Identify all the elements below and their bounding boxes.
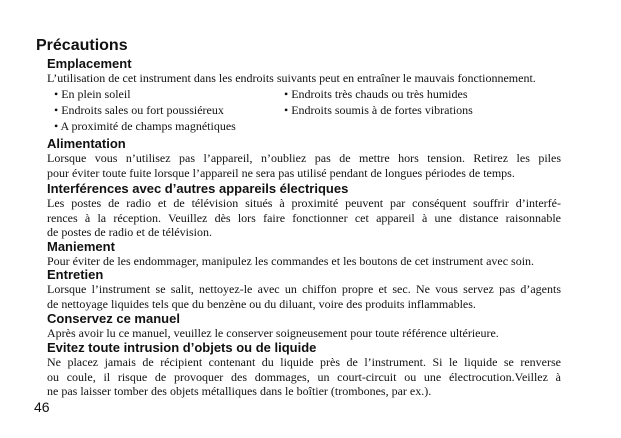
bullet-item: • Endroits sales ou fort poussiéreux [54, 103, 224, 117]
paragraph-line: de postes de radio et de télévision. [47, 225, 212, 240]
bullet-item: • A proximité de champs magnétiques [54, 119, 236, 133]
bullet-item: • Endroits soumis à de fortes vibrations [284, 103, 473, 117]
heading-conservez: Conservez ce manuel [47, 311, 180, 326]
paragraph-line: ne pas laisser tomber des objets métalliques dans le boîtier (trombones, par ex.). [47, 384, 432, 399]
heading-interferences: Interférences avec d’autres appareils électriques [47, 181, 349, 196]
paragraph-line: rences à la réception. Veuillez dès lors faire fonctionner cet appareil à une distance raisonnable [47, 210, 561, 225]
heading-entretien: Entretien [47, 267, 104, 282]
heading-intrusion: Evitez toute intrusion d’objets ou de liquide [47, 340, 317, 355]
heading-maniement: Maniement [47, 239, 115, 254]
paragraph-line: Lorsque vous n’utilisez pas l’appareil, n’oubliez pas de mettre hors tension. Retirez les piles [47, 151, 561, 165]
paragraph-entretien [47, 282, 561, 311]
paragraph-line: de nettoyage liquides tels que du benzène ou du diluant, voire des produits inflammables. [47, 296, 476, 311]
paragraph-line: Ne placez jamais de récipient contenant du liquide près de l’instrument. Si le liquide se renverse [47, 355, 561, 369]
page-title: Précautions [36, 37, 128, 54]
paragraph-conservez [47, 326, 561, 341]
paragraph-line: Les postes de radio et de télévision situés à proximité peuvent par conséquent souffrir d’interfé- [47, 196, 561, 210]
heading-alimentation: Alimentation [47, 136, 126, 151]
paragraph-interferences [47, 196, 561, 240]
paragraph-line: Lorsque l’instrument se salit, nettoyez-le avec un chiffon propre et sec. Ne vous servez pas d’agents [47, 282, 561, 296]
paragraph-line: pour éviter toute fuite lorsque l’appareil ne sera pas utilisé pendant de longues périodes de temps. [47, 165, 515, 180]
paragraph-maniement [47, 254, 561, 269]
page-number: 46 [34, 399, 50, 415]
heading-emplacement: Emplacement [47, 56, 132, 71]
paragraph-line: Après avoir lu ce manuel, veuillez le conserver soigneusement pour toute référence ultérieure. [47, 326, 499, 340]
paragraph-emplacement [47, 71, 561, 86]
paragraph-alimentation [47, 151, 561, 180]
paragraph-intrusion [47, 355, 561, 399]
paragraph-line: ou coule, il risque de provoquer des dommages, un court-circuit ou une électrocution.Veillez à [47, 369, 561, 384]
paragraph-line: Pour éviter de les endommager, manipulez les commandes et les boutons de cet instrument avec soin. [47, 254, 535, 268]
bullet-item: • Endroits très chauds ou très humides [284, 87, 468, 101]
paragraph-line: L’utilisation de cet instrument dans les endroits suivants peut en entraîner le mauvais fonctionnement. [47, 71, 536, 85]
bullet-item: • En plein soleil [54, 87, 131, 101]
